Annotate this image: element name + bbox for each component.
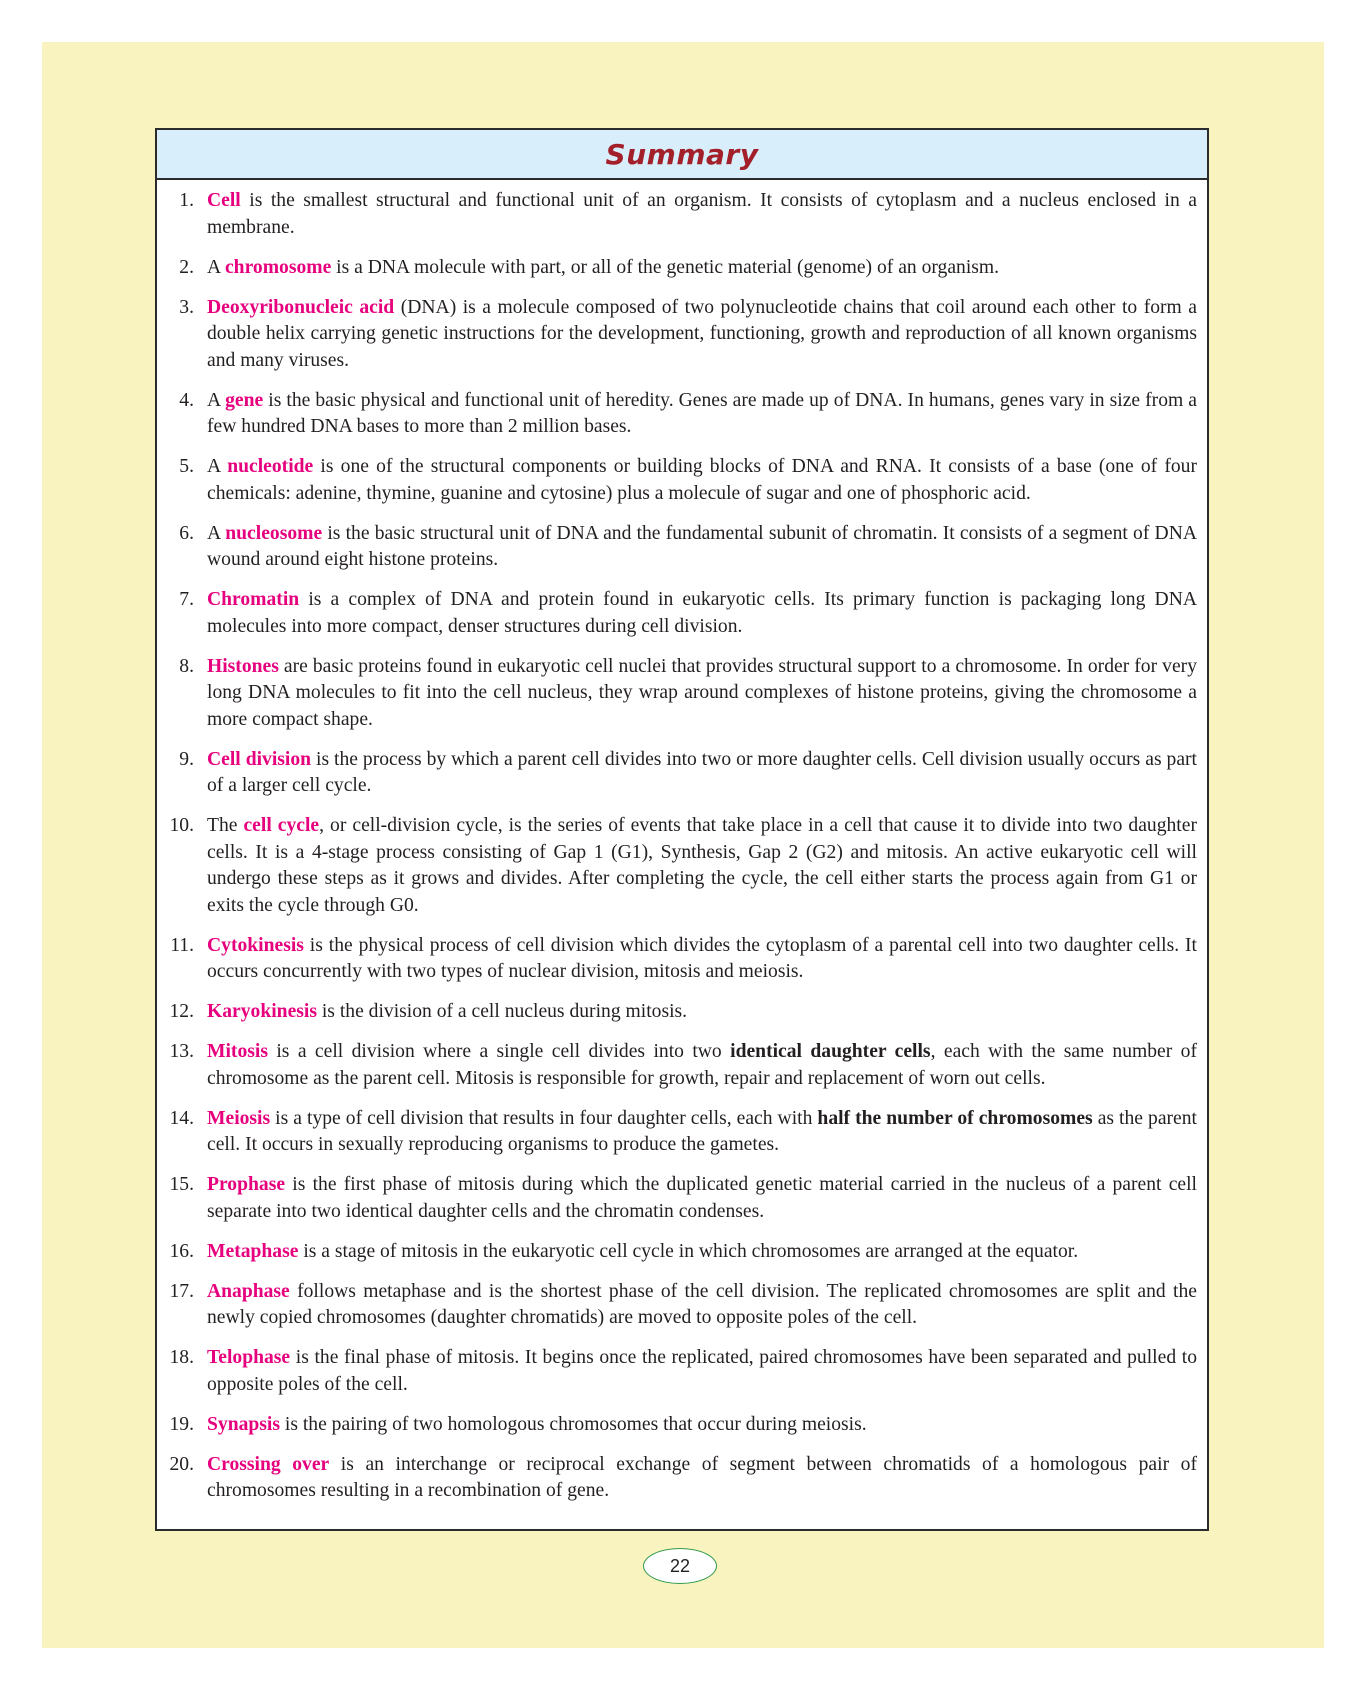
summary-item (157, 454, 1197, 507)
item-description: (DNA) is a molecule composed of two polynucleotide chains that coil around each other to form a double helix carrying genetic instructions for the development, functioning, growth and reproduction of all known organisms and many viruses. (207, 296, 1198, 371)
summary-item (157, 1279, 1197, 1332)
item-description: is the first phase of mitosis during which the duplicated genetic material carried in the nucleus of a parent cell separate into two identical daughter cells and the chromatin condenses. (207, 1174, 1197, 1222)
item-prefix: The (207, 815, 244, 836)
summary-item (157, 999, 1197, 1026)
item-text (207, 1039, 1197, 1092)
item-text (207, 1345, 1197, 1398)
summary-list (157, 180, 1207, 1505)
item-number: 20. (169, 1453, 194, 1475)
item-description: is the pairing of two homologous chromosomes that occur during meiosis. (279, 1413, 867, 1435)
item-text (207, 587, 1197, 640)
item-description: is the basic structural unit of DNA and the fundamental subunit of chromatin. It consists of a segment of DNA wound around eight histone proteins. (207, 522, 1197, 570)
item-term: cell cycle (243, 815, 320, 836)
summary-item (157, 521, 1197, 574)
item-number: 14. (169, 1107, 194, 1129)
summary-item (157, 1239, 1197, 1266)
item-description: is the division of a cell nucleus during mitosis. (316, 1001, 688, 1022)
item-term: gene (225, 389, 264, 411)
summary-item (157, 188, 1197, 241)
item-description: follows metaphase and is the shortest phase of the cell division. The replicated chromosomes are split and the newly copied chromosomes (daughter chromatids) are moved to opposite poles of the cell. (207, 1280, 1197, 1328)
page-number: 22 (643, 1548, 717, 1584)
item-description: is a complex of DNA and protein found in eukaryotic cells. Its primary function is packaging long DNA molecules into more compact, denser structures during cell division. (207, 589, 1197, 637)
item-description: is one of the structural components or building blocks of DNA and RNA. It consists of a base (one of four chemicals: adenine, thymine, guanine and cytosine) plus a molecule of sugar and one of phosphoric acid. (207, 456, 1197, 504)
item-description: are basic proteins found in eukaryotic cell nuclei that provides structural support to a chromosome. In order for very long DNA molecules to fit into the cell nucleus, they wrap around complexes of histone proteins, giving the chromosome a more compact shape. (207, 655, 1197, 730)
item-number: 18. (169, 1347, 194, 1368)
item-emphasis: half the number of chromosomes (817, 1107, 1093, 1129)
item-description-end: , each with the same number of chromosome as the parent cell. Mitosis is responsible for growth, repair and replacement of worn out cells. (207, 1041, 1197, 1089)
item-text (207, 295, 1197, 375)
item-description-end: as the parent cell. It occurs in sexually reproducing organisms to produce the gametes. (207, 1107, 1197, 1155)
item-number: 6. (179, 522, 194, 544)
item-text (207, 1452, 1197, 1505)
item-number: 13. (169, 1041, 194, 1062)
item-number: 17. (169, 1280, 194, 1302)
summary-item (157, 587, 1197, 640)
item-emphasis: identical daughter cells (730, 1041, 931, 1062)
item-prefix: A (207, 389, 226, 411)
summary-header (157, 130, 1207, 180)
item-term: nucleosome (225, 522, 323, 544)
item-description: is a DNA molecule with part, or all of the genetic material (genome) of an organism. (331, 256, 1000, 278)
item-term: Chromatin (207, 589, 300, 610)
item-number: 5. (179, 456, 194, 477)
item-number: 11. (170, 934, 194, 956)
item-text (207, 1239, 1197, 1266)
item-term: Telophase (207, 1347, 291, 1368)
summary-item (157, 654, 1197, 734)
item-text (207, 933, 1197, 986)
item-term: Anaphase (207, 1280, 290, 1302)
summary-item (157, 747, 1197, 800)
item-text (207, 188, 1197, 241)
item-term: Synapsis (207, 1413, 280, 1435)
item-number: 8. (179, 655, 194, 677)
summary-item (157, 1106, 1197, 1159)
item-description: is a stage of mitosis in the eukaryotic cell cycle in which chromosomes are arranged at the equator. (298, 1240, 1079, 1262)
item-number: 16. (169, 1240, 194, 1262)
item-term: Metaphase (207, 1240, 299, 1262)
item-description: is the smallest structural and functional unit of an organism. It consists of cytoplasm and a nucleus enclosed in a membrane. (207, 190, 1197, 238)
item-term: Mitosis (207, 1041, 268, 1062)
item-term: Cell (207, 190, 241, 211)
item-number: 7. (179, 589, 194, 610)
summary-item (157, 255, 1197, 282)
item-term: Prophase (207, 1174, 286, 1195)
item-description: is a cell division where a single cell divides into two (267, 1041, 731, 1062)
item-description: is the physical process of cell division which divides the cytoplasm of a parental cell into two daughter cells. It occurs concurrently with two types of nuclear division, mitosis and meiosis. (207, 934, 1197, 982)
item-description: is a type of cell division that results in four daughter cells, each with (270, 1107, 818, 1129)
item-text (207, 1106, 1197, 1159)
item-text (207, 654, 1197, 734)
item-description: is the process by which a parent cell divides into two or more daughter cells. Cell division usually occurs as part of a larger cell cycle. (207, 748, 1197, 796)
item-text (207, 1412, 1197, 1439)
item-term: Karyokinesis (207, 1001, 317, 1022)
item-description: is an interchange or reciprocal exchange of segment between chromatids of a homologous pair of chromosomes resulting in a recombination of gene. (207, 1453, 1197, 1501)
item-number: 10. (169, 815, 194, 836)
item-term: Crossing over (207, 1453, 330, 1475)
item-number: 4. (179, 389, 194, 411)
item-term: chromosome (224, 256, 332, 278)
item-term: Cell division (207, 748, 312, 770)
summary-item (157, 388, 1197, 441)
item-text (207, 813, 1197, 919)
item-term: Histones (207, 655, 279, 677)
summary-box (155, 128, 1209, 1531)
item-term: nucleotide (227, 456, 314, 477)
item-term: Deoxyribonucleic acid (207, 296, 395, 318)
item-number: 2. (179, 256, 194, 278)
item-text (207, 521, 1197, 574)
summary-item (157, 1345, 1197, 1398)
item-number: 15. (169, 1174, 194, 1195)
item-description: , or cell-division cycle, is the series of events that take place in a cell that cause it to divide into two daughter cells. It is a 4-stage process consisting of Gap 1 (G1), Synthesis, Gap 2 (G2) and mitosis. An active eukaryotic cell will undergo these steps as it grows and divides. After completing the cycle, the cell either starts the process again from G1 or exits the cycle through G0. (207, 815, 1197, 916)
item-number: 3. (179, 296, 194, 318)
item-text (207, 999, 1197, 1026)
summary-item (157, 813, 1197, 919)
item-number: 9. (179, 748, 194, 770)
item-number: 12. (169, 1001, 194, 1022)
summary-item (157, 1412, 1197, 1439)
summary-item (157, 1039, 1197, 1092)
item-number: 19. (169, 1413, 194, 1435)
item-description: is the basic physical and functional unit of heredity. Genes are made up of DNA. In humans, genes vary in size from a few hundred DNA bases to more than 2 million bases. (207, 389, 1197, 437)
summary-item (157, 1452, 1197, 1505)
item-description: is the final phase of mitosis. It begins once the replicated, paired chromosomes have been separated and pulled to opposite poles of the cell. (207, 1347, 1197, 1395)
item-prefix: A (207, 256, 225, 278)
summary-item (157, 933, 1197, 986)
item-term: Cytokinesis (207, 934, 304, 956)
item-text (207, 454, 1197, 507)
item-text (207, 255, 1197, 282)
summary-title: Summary (605, 137, 759, 171)
item-text (207, 388, 1197, 441)
item-text (207, 1172, 1197, 1225)
item-prefix: A (207, 522, 226, 544)
item-number: 1. (179, 190, 194, 211)
item-text (207, 747, 1197, 800)
summary-item (157, 295, 1197, 375)
item-term: Meiosis (207, 1107, 271, 1129)
summary-item (157, 1172, 1197, 1225)
item-prefix: A (207, 456, 228, 477)
item-text (207, 1279, 1197, 1332)
